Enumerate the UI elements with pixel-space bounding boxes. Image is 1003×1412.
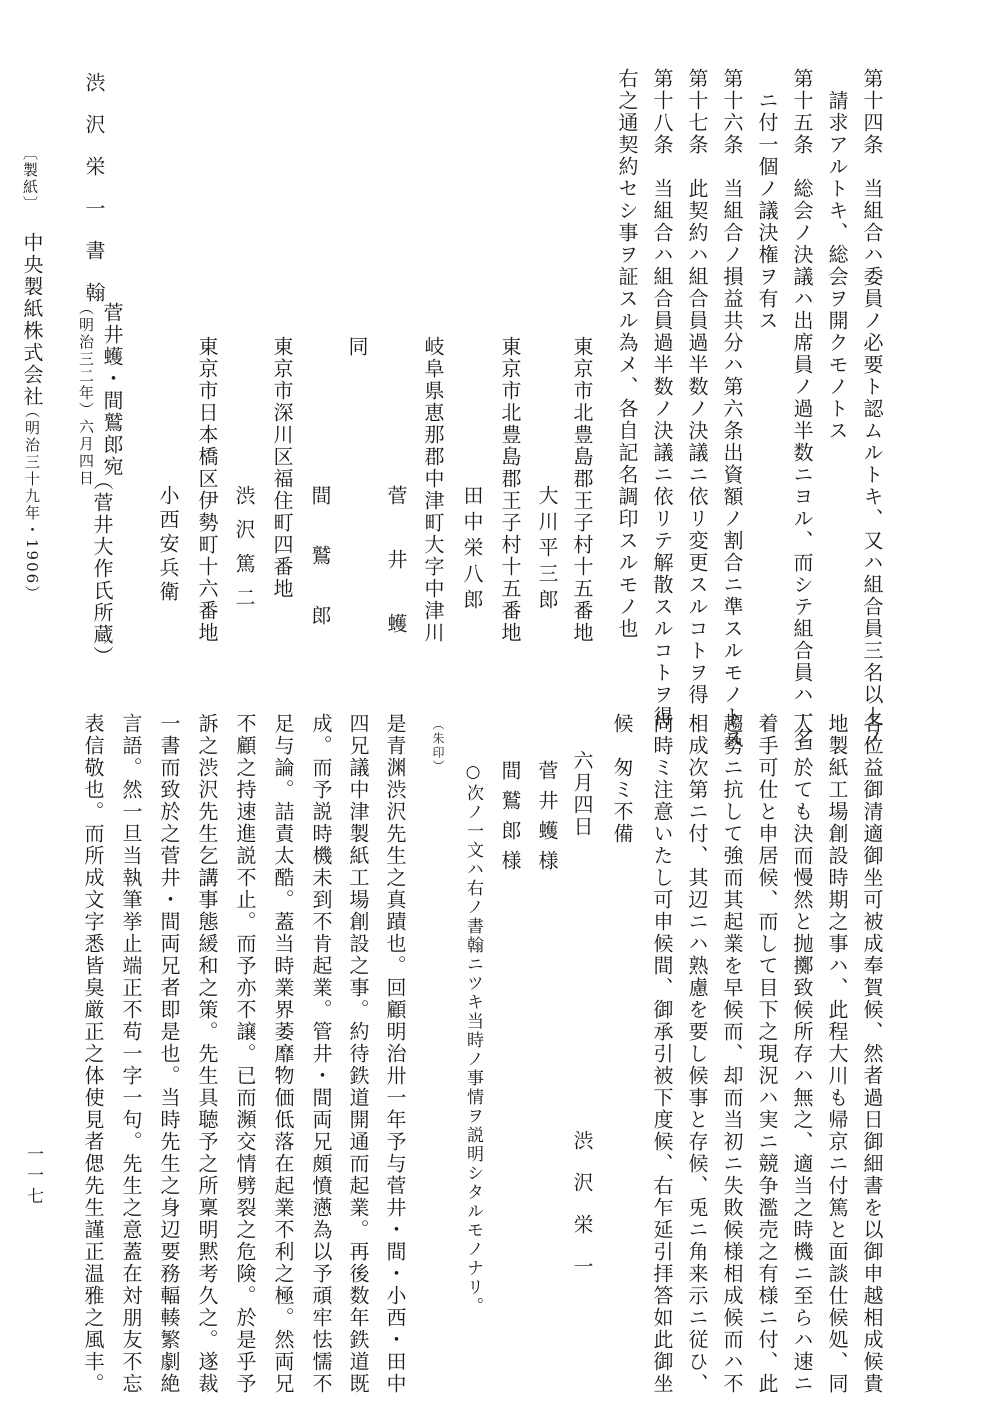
explanatory-note: ○次ノ一文ハ右ノ書翰ニツキ当時ノ事情ヲ説明シタルモノナリ。 xyxy=(463,762,483,1316)
company-name: 中央製紙株式会社 xyxy=(20,232,44,408)
signatory-address: 東京市北豊島郡王子村十五番地 xyxy=(498,336,522,644)
letter-line: 相成次第ニ付、其辺ニハ熟慮を要し候事と存候、兎ニ角来示ニ従ひ、 xyxy=(685,713,709,1395)
signatory-address: 東京市北豊島郡王子村十五番地 xyxy=(570,336,594,644)
signatory-name: 渋沢篤二 xyxy=(232,485,256,621)
letter-line: 尚時ミ注意いたし可申候間、御承引被下度候、右乍延引拝答如此御坐 xyxy=(650,713,674,1395)
article-line: 請求アルトキ、総会ヲ開クモノトス xyxy=(825,68,849,442)
kanbun-line: 一書而致於之菅井・間両兄者即是也。当時先生之身辺要務輻輳繁劇絶 xyxy=(157,713,181,1395)
signatory-name: 大川平三郎 xyxy=(535,485,559,615)
kanbun-line: 訴之渋沢先生乞講事態緩和之策。先生具聴予之所稟明黙考久之。遂裁 xyxy=(195,713,219,1395)
signatory-address: 東京市深川区福住町四番地 xyxy=(270,336,294,600)
letter-addressee: 菅井蠖・間鷲郎宛 xyxy=(100,302,124,478)
signatory-address: 同 xyxy=(345,336,369,358)
kanbun-line: 四兄議中津製紙工場創設之事。約待鉄道開通而起業。再後数年鉄道既 xyxy=(346,713,370,1395)
letter-date-line: 六月四日 xyxy=(570,750,594,838)
letter-line: 着手可仕と申居候、而して目下之現況ハ実ニ競争濫売之有様ニ付、此 xyxy=(755,713,779,1395)
page-number: 一一七 xyxy=(23,1145,43,1208)
letter-recipient: 菅井蠖様 xyxy=(535,760,559,880)
letter-sender: 渋沢栄一 xyxy=(570,1130,594,1298)
letter-title: 渋沢栄一書翰 xyxy=(82,72,106,324)
kanbun-line: 言語。然一旦当執筆挙止端正不苟一字一句。先生之意蓋在対朋友不忘 xyxy=(119,713,143,1395)
section-label: 〔製紙〕 xyxy=(21,145,39,213)
article-line: 第十四条 当組合ハ委員ノ必要ト認ムルトキ、又ハ組合員三名以上ノ xyxy=(860,68,884,750)
signatory-name: 間鷲郎 xyxy=(308,485,332,665)
letter-line: 地製紙工場創設時期之事ハ、此程大川も帰京ニ付篤と面談仕候処、同 xyxy=(825,713,849,1395)
letter-line: 人ニ於ても決而慢然と抛擲致候所存ハ無之、適当之時機ニ至らハ速ニ xyxy=(790,713,814,1395)
kanbun-line: 表信敬也。而所成文字悉皆臭厳正之体使見者偲先生謹正温雅之風丰。 xyxy=(81,713,105,1395)
seal-mark: （朱印） xyxy=(431,718,445,774)
letter-recipient: 間鷲郎様 xyxy=(498,760,522,880)
letter-line: 候 匆ミ不備 xyxy=(610,713,634,845)
letter-date: （明治三二年）六月四日 xyxy=(77,300,95,487)
article-line: ニ付一個ノ議決権ヲ有ス xyxy=(755,68,779,332)
article-line: 第十六条 当組合ノ損益共分ハ第六条出資額ノ割合ニ準スルモノトス xyxy=(720,68,744,750)
signatory-address: 岐阜県恵那郡中津町大字中津川 xyxy=(421,336,445,644)
letter-line: 趨勢ニ抗して強而其起業を早候而、却而当初ニ失敗候様相成候而ハ不 xyxy=(720,713,744,1395)
kanbun-line: 是青渊渋沢先生之真蹟也。回顧明治卅一年予与菅井・間・小西・田中 xyxy=(383,713,407,1395)
article-line: 右之通契約セシ事ヲ証スル為メ、各自記名調印スルモノ也 xyxy=(615,68,639,640)
article-line: 第十七条 此契約ハ組合員過半数ノ決議ニ依リ変更スルコトヲ得 xyxy=(685,68,709,706)
era-label: （明治三十九年・1906） xyxy=(23,403,41,603)
article-line: 第十八条 当組合ハ組合員過半数ノ決議ニ依リテ解散スルコトヲ得 xyxy=(650,68,674,728)
kanbun-line: 成。而予説時機未到不肯起業。管井・間両兄頗憤懣為以予頑牢怯懦不 xyxy=(309,713,333,1395)
article-line: 第十五条 総会ノ決議ハ出席員ノ過半数ニヨル、而シテ組合員ハ一名 xyxy=(790,68,814,750)
letter-line: 各位益御清適御坐可被成奉賀候、然者過日御細書を以御申越相成候貴 xyxy=(860,713,884,1395)
signatory-name: 田中栄八郎 xyxy=(460,485,484,615)
signatory-address: 東京市日本橋区伊勢町十六番地 xyxy=(195,336,219,644)
kanbun-line: 足与論。詰責太酷。蓋当時業界萎靡物価低落在起業不利之極。然両兄 xyxy=(271,713,295,1395)
kanbun-line: 不顧之持速進説不止。而予亦不譲。已而瀕交情劈裂之危険。於是乎予 xyxy=(233,713,257,1395)
letter-owner: （菅井大作氏所蔵） xyxy=(90,470,114,668)
signatory-name: 菅井蠖 xyxy=(384,485,408,677)
signatory-name: 小西安兵衛 xyxy=(156,485,180,605)
